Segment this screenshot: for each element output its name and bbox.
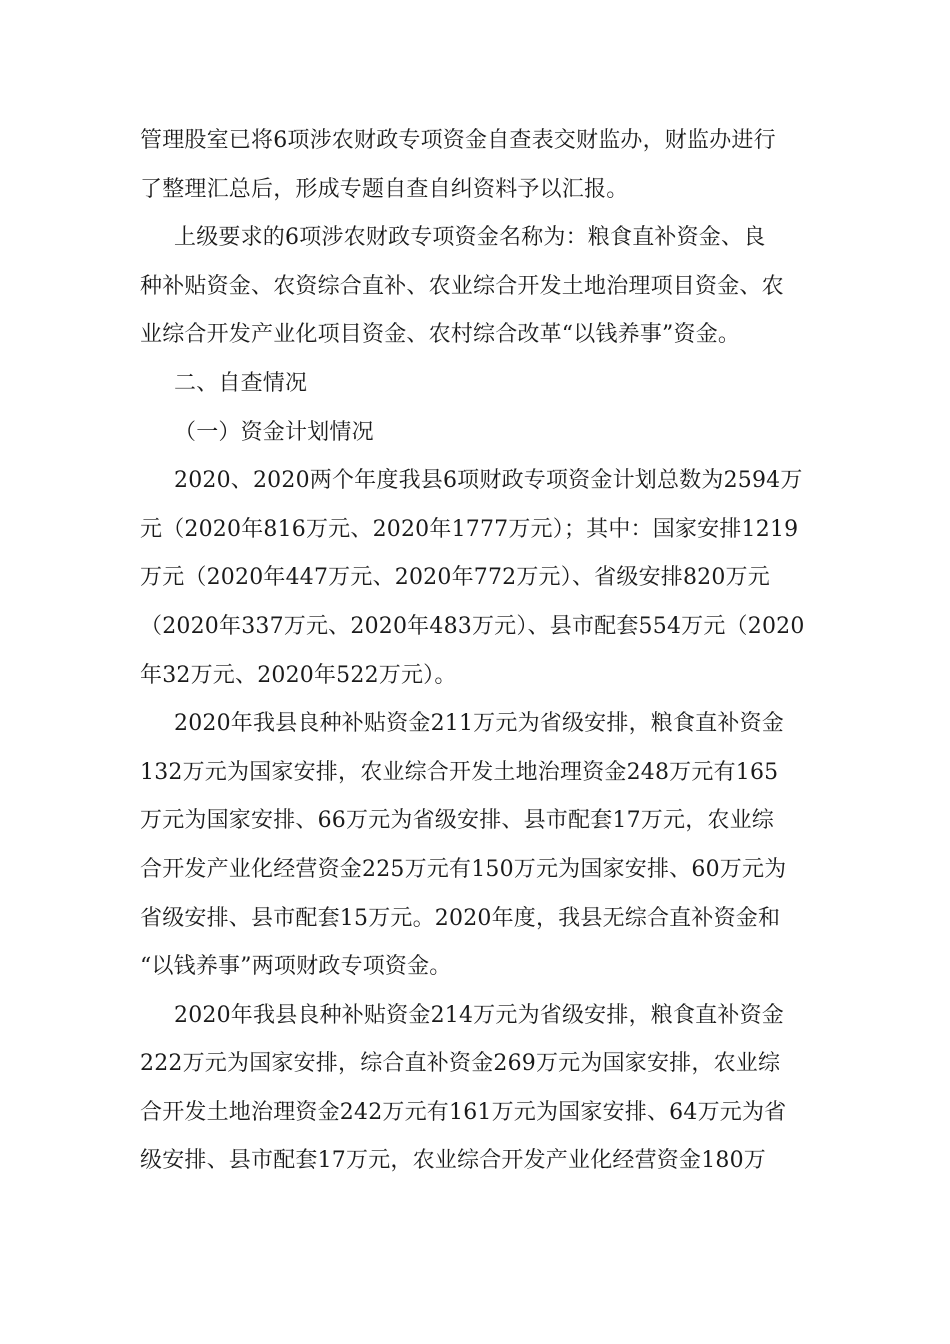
text-line: 业综合开发产业化项目资金、农村综合改革“以钱养事”资金。 (140, 322, 741, 348)
text-line: “以钱养事”两项财政专项资金。 (140, 954, 452, 980)
text-line: 合开发产业化经营资金225万元有150万元为国家安排、60万元为 (140, 856, 787, 882)
text-line: 省级安排、县市配套15万元。2020年度，我县无综合直补资金和 (140, 905, 781, 931)
text-line: 年32万元、2020年522万元）。 (140, 662, 457, 688)
subsection-heading: （一）资金计划情况 (174, 419, 374, 445)
text-line: 2020年我县良种补贴资金211万元为省级安排，粮食直补资金 (174, 711, 784, 737)
text-line: 级安排、县市配套17万元，农业综合开发产业化经营资金180万 (140, 1148, 766, 1174)
text-line: 上级要求的6项涉农财政专项资金名称为：粮食直补资金、良 (174, 225, 766, 251)
text-line: 2020、2020两个年度我县6项财政专项资金计划总数为2594万 (174, 468, 803, 494)
section-heading: 二、自查情况 (174, 370, 308, 396)
text-line: 万元为国家安排、66万元为省级安排、县市配套17万元，农业综 (140, 808, 774, 834)
text-line: 元（2020年816万元、2020年1777万元）；其中：国家安排1219 (140, 516, 799, 542)
text-line: 222万元为国家安排，综合直补资金269万元为国家安排，农业综 (140, 1051, 781, 1077)
text-line: 合开发土地治理资金242万元有161万元为国家安排、64万元为省 (140, 1099, 787, 1125)
text-line: （2020年337万元、2020年483万元）、县市配套554万元（2020 (140, 613, 805, 639)
text-line: 管理股室已将6项涉农财政专项资金自查表交财监办，财监办进行 (140, 128, 776, 153)
document-body (140, 117, 822, 1186)
text-line: 种补贴资金、农资综合直补、农业综合开发土地治理项目资金、农 (140, 273, 784, 299)
text-line: 2020年我县良种补贴资金214万元为省级安排，粮食直补资金 (174, 1002, 784, 1028)
text-line: 了整理汇总后，形成专题自查自纠资料予以汇报。 (140, 176, 629, 202)
text-line: 132万元为国家安排，农业综合开发土地治理资金248万元有165 (140, 759, 779, 785)
text-line: 万元（2020年447万元、2020年772万元）、省级安排820万元 (140, 565, 770, 591)
